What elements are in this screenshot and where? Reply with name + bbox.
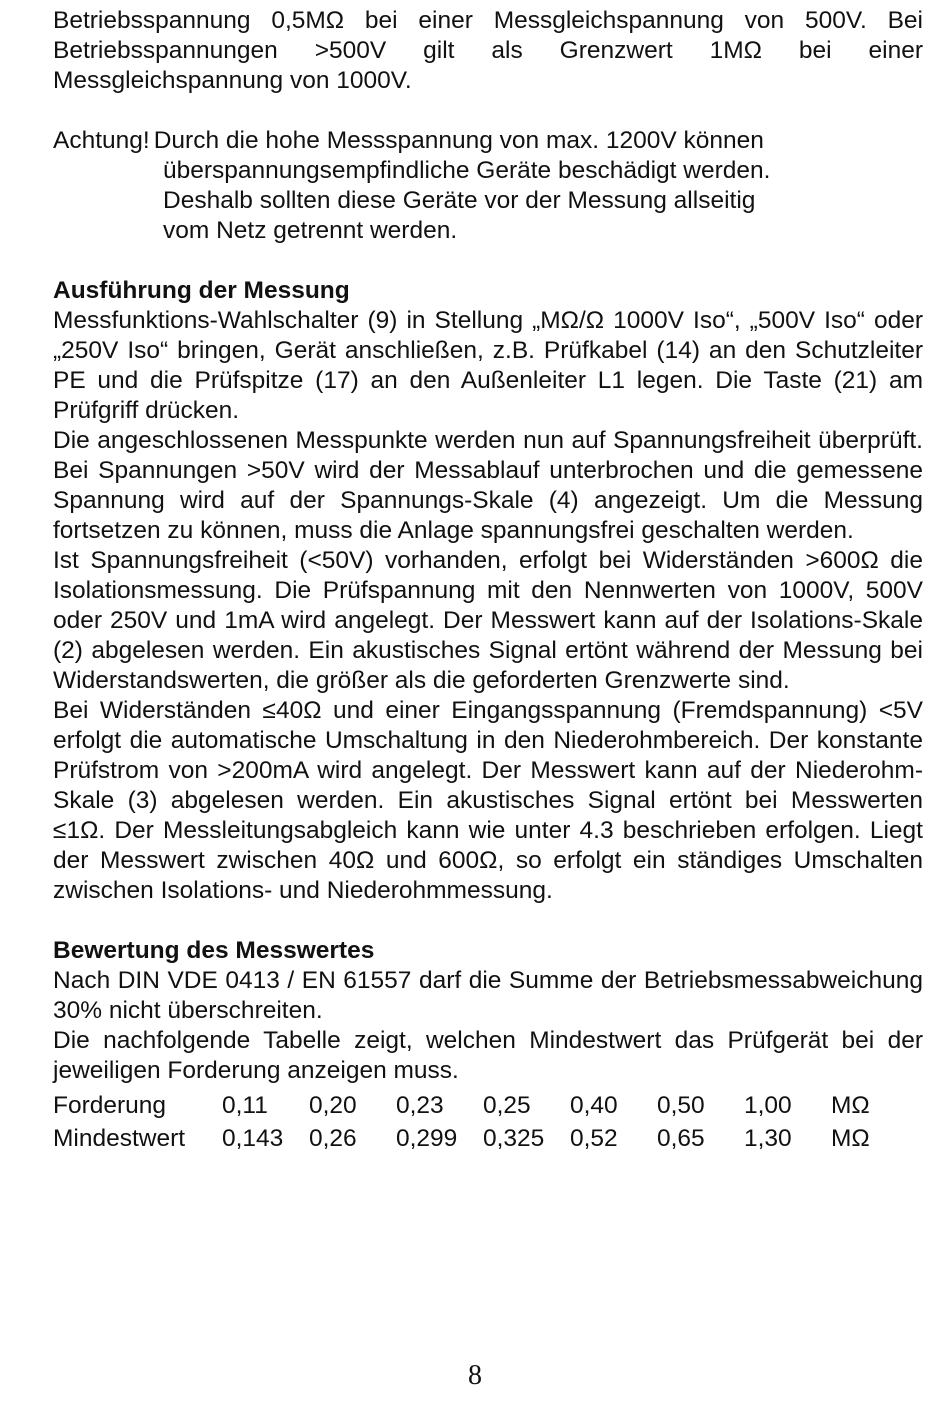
table-cell: 1,00 [744,1091,792,1119]
table-cell: 0,25 [483,1091,531,1119]
warning-line-2: überspannungsempfindliche Geräte beschädigt werden. [163,157,771,184]
table-row-requirement [53,1089,881,1122]
row-label: Forderung [53,1091,167,1119]
execution-paragraph-1: Messfunktions-Wahlschalter (9) in Stellung „MΩ/Ω 1000V Iso“, „500V Iso“ oder „250V Iso“ bringen, Gerät anschließen, z.B. Prüfkabel (14) an den Schutzleiter PE und die Prüfspitze (17) an den Außenleiter L1 legen. Die Taste (21) am Prüfgriff drücken. [53,307,923,424]
manual-page [53,6,923,1155]
table-cell: 1,30 [744,1124,792,1152]
table-cell: 0,20 [309,1091,357,1119]
page-number: 8 [468,1360,482,1391]
execution-paragraph-2: Die angeschlossenen Messpunkte werden nun auf Spannungsfreiheit überprüft. Bei Spannungen >50V wird der Messablauf unterbrochen und die gemessene Spannung wird auf der Spannungs-Skale (4) angezeigt. Um die Messung fortsetzen zu können, muss die Anlage spannungsfrei geschalten werden. [53,427,923,544]
section-heading-evaluation: Bewertung des Messwertes [53,937,375,964]
unit-cell: MΩ [831,1091,870,1119]
table-cell: 0,52 [570,1124,618,1152]
table-cell: 0,11 [222,1091,268,1119]
table-cell: 0,26 [309,1124,357,1152]
spacer [53,246,923,276]
unit-cell: MΩ [831,1124,870,1152]
warning-label: Achtung! [53,127,150,154]
spacer [53,906,923,936]
warning-block [53,126,923,246]
execution-paragraph-4: Bei Widerständen ≤40Ω und einer Eingangsspannung (Fremdspannung) <5V erfolgt die automatische Umschaltung in den Niederohmbereich. Der konstante Prüfstrom von >200mA wird angelegt. Der Messwert kann auf der Niederohm-Skale (3) abgelesen werden. Ein akustisches Signal ertönt bei Messwerten ≤1Ω. Der Messleitungsabgleich kann wie unter 4.3 beschrieben erfolgen. Liegt der Messwert zwischen 40Ω und 600Ω, so erfolgt ein ständiges Umschalten zwischen Isolations- und Niederohmmessung. [53,697,923,904]
intro-paragraph: Betriebsspannung 0,5MΩ bei einer Messgleichspannung von 500V. Bei Betriebsspannungen >500V gilt als Grenzwert 1MΩ bei einer Messgleichspannung von 1000V. [53,7,923,94]
table-cell: 0,143 [222,1124,284,1152]
warning-line-3: Deshalb sollten diese Geräte vor der Messung allseitig [163,187,756,214]
table-cell: 0,23 [396,1091,444,1119]
row-label: Mindestwert [53,1124,186,1152]
table-cell: 0,50 [657,1091,705,1119]
requirement-table [53,1089,881,1155]
evaluation-paragraph-2: Die nachfolgende Tabelle zeigt, welchen Mindestwert das Prüfgerät bei der jeweiligen Forderung anzeigen muss. [53,1027,923,1084]
execution-paragraph-3: Ist Spannungsfreiheit (<50V) vorhanden, erfolgt bei Widerständen >600Ω die Isolationsmessung. Die Prüfspannung mit den Nennwerten von 1000V, 500V oder 250V und 1mA wird angelegt. Der Messwert kann auf der Isolations-Skale (2) abgelesen werden. Ein akustisches Signal ertönt während der Messung bei Widerstandswerten, die größer als die geforderten Grenzwerte sind. [53,547,923,694]
evaluation-paragraph-1: Nach DIN VDE 0413 / EN 61557 darf die Summe der Betriebsmessabweichung 30% nicht überschreiten. [53,967,923,1024]
table-cell: 0,40 [570,1091,618,1119]
table-row-minimum [53,1122,881,1155]
table-cell: 0,299 [396,1124,458,1152]
table-cell: 0,65 [657,1124,705,1152]
warning-line-1: Durch die hohe Messspannung von max. 1200V können [153,127,764,154]
section-heading-execution: Ausführung der Messung [53,277,350,304]
spacer [53,96,923,126]
warning-line-4: vom Netz getrennt werden. [163,217,458,244]
table-cell: 0,325 [483,1124,545,1152]
